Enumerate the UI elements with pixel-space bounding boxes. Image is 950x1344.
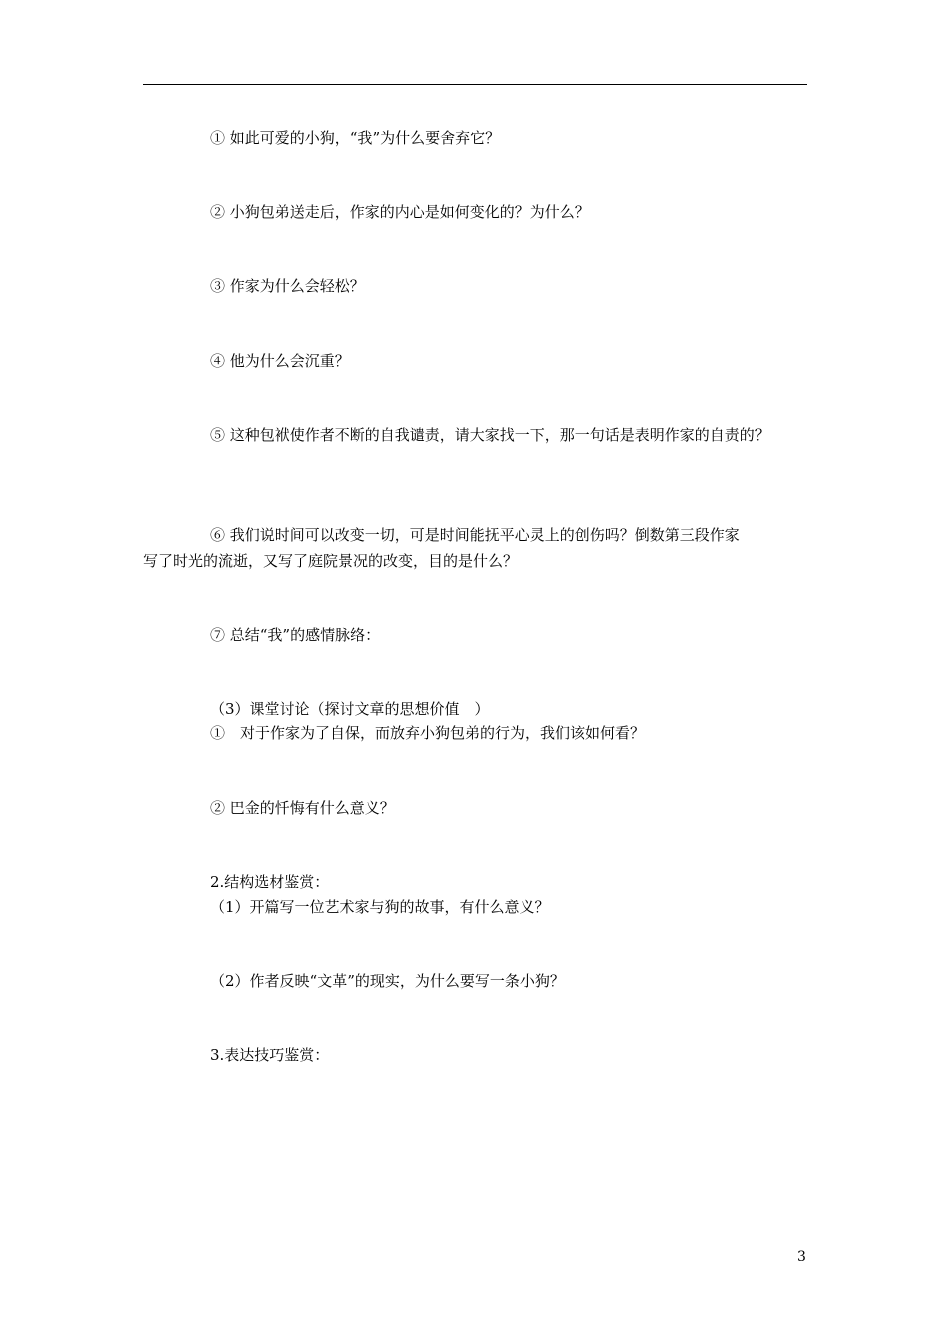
question-3: ③ 作家为什么会轻松？ — [210, 277, 365, 295]
discussion-item-2: ② 巴金的忏悔有什么意义？ — [210, 799, 395, 817]
expression-heading: 3.表达技巧鉴赏： — [210, 1046, 330, 1064]
question-1: ① 如此可爱的小狗，“我”为什么要舍弃它？ — [210, 129, 501, 147]
page-number: 3 — [797, 1249, 806, 1265]
question-4: ④ 他为什么会沉重？ — [210, 352, 350, 370]
structure-item-2: （2）作者反映“文革”的现实，为什么要写一条小狗？ — [210, 972, 565, 990]
header-rule — [143, 84, 807, 85]
discussion-heading: （3）课堂讨论（探讨文章的思想价值 ） — [210, 700, 490, 718]
question-6-line-2: 写了时光的流逝，又写了庭院景况的改变，目的是什么？ — [143, 552, 519, 570]
question-5: ⑤ 这种包袱使作者不断的自我谴责，请大家找一下，那一句话是表明作家的自责的？ — [210, 426, 770, 444]
question-6-line-1: ⑥ 我们说时间可以改变一切，可是时间能抚平心灵上的创伤吗？倒数第三段作家 — [210, 526, 740, 544]
question-2: ② 小狗包弟送走后，作家的内心是如何变化的？为什么？ — [210, 203, 590, 221]
structure-item-1: （1）开篇写一位艺术家与狗的故事，有什么意义？ — [210, 898, 550, 916]
discussion-item-1: ① 对于作家为了自保，而放弃小狗包弟的行为，我们该如何看？ — [210, 724, 646, 742]
question-7: ⑦ 总结“我”的感情脉络： — [210, 626, 381, 644]
structure-heading: 2.结构选材鉴赏： — [210, 873, 330, 891]
